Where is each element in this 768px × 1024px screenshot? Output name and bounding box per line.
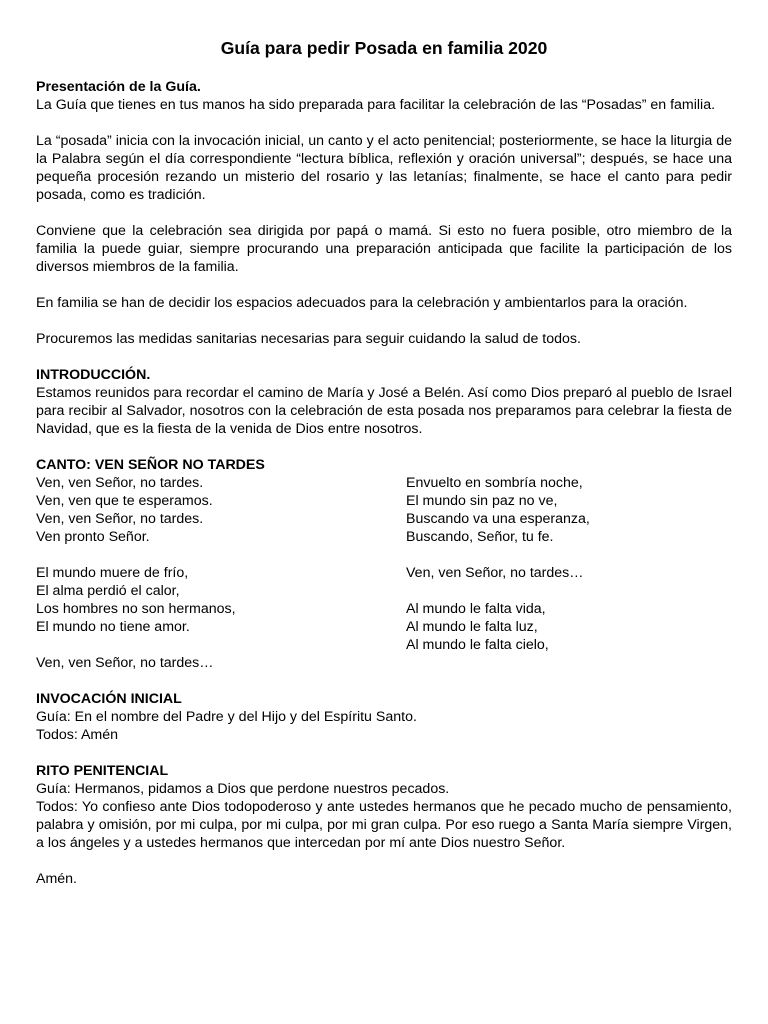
presentation-paragraph-2: La “posada” inicia con la invocación inicial, un canto y el acto penitencial; posteriormente, se hace la liturgia de la Palabra según el día correspondiente “lectura bíblica, reflexión y oración universal”; después, se hace una pequeña procesión rezando un misterio del rosario y las letanías; finalmente, se hace el canto para pedir posada, como es tradición. xyxy=(36,133,732,203)
presentation-paragraph-4: En familia se han de decidir los espacios adecuados para la celebración y ambientarlos para la oración. xyxy=(36,295,688,311)
song-heading: CANTO: VEN SEÑOR NO TARDES xyxy=(36,457,265,473)
song-line: Ven, ven Señor, no tardes… xyxy=(36,655,214,671)
presentation-paragraph-3: Conviene que la celebración sea dirigida por papá o mamá. Si esto no fuera posible, otro miembro de la familia la puede guiar, siempre procurando una preparación anticipada que facilite la participación de los diversos miembros de la familia. xyxy=(36,223,732,275)
song-line: El alma perdió el calor, xyxy=(36,583,180,599)
invocation-heading: INVOCACIÓN INICIAL xyxy=(36,691,182,707)
song-right-column xyxy=(406,474,732,672)
penitential-guide-line: Guía: Hermanos, pidamos a Dios que perdone nuestros pecados. xyxy=(36,781,450,797)
introduction-heading: INTRODUCCIÓN. xyxy=(36,367,151,383)
penitential-amen: Amén. xyxy=(36,871,78,887)
song-line: Envuelto en sombría noche, xyxy=(406,475,583,491)
invocation-guide-line: Guía: En el nombre del Padre y del Hijo y del Espíritu Santo. xyxy=(36,709,417,725)
invocation-all-line: Todos: Amén xyxy=(36,727,119,743)
song-line: El mundo muere de frío, xyxy=(36,565,189,581)
presentation-paragraph-5: Procuremos las medidas sanitarias necesarias para seguir cuidando la salud de todos. xyxy=(36,331,581,347)
penitential-heading: RITO PENITENCIAL xyxy=(36,763,169,779)
song-line xyxy=(406,582,732,600)
song-line: Ven, ven Señor, no tardes. xyxy=(36,511,204,527)
song-line: Al mundo le falta vida, xyxy=(406,601,546,617)
song-line xyxy=(36,636,406,654)
presentation-heading: Presentación de la Guía. xyxy=(36,79,201,95)
penitential-all-text: Todos: Yo confieso ante Dios todopoderoso y ante ustedes hermanos que he pecado mucho de pensamiento, palabra y omisión, por mi culpa, por mi culpa, por mi gran culpa. Por eso ruego a Santa María siempre Virgen, a los ángeles y a ustedes hermanos que intercedan por mí ante Dios nuestro Señor. xyxy=(36,799,732,851)
presentation-paragraph-1: La Guía que tienes en tus manos ha sido preparada para facilitar la celebración de las “Posadas” en familia. xyxy=(36,97,716,113)
song-line xyxy=(36,546,406,564)
song-line: Buscando va una esperanza, xyxy=(406,511,590,527)
song-left-column xyxy=(36,474,406,672)
song-line: Buscando, Señor, tu fe. xyxy=(406,529,554,545)
song-line: El mundo no tiene amor. xyxy=(36,619,190,635)
song-line: Ven pronto Señor. xyxy=(36,529,150,545)
song-line: Ven, ven Señor, no tardes… xyxy=(406,565,584,581)
song-line: El mundo sin paz no ve, xyxy=(406,493,558,509)
song-lyrics xyxy=(36,474,732,672)
page-title: Guía para pedir Posada en familia 2020 xyxy=(220,38,548,58)
introduction-text: Estamos reunidos para recordar el camino de María y José a Belén. Así como Dios preparó al pueblo de Israel para recibir al Salvador, nosotros con la celebración de esta posada nos preparamos para celebrar la fiesta de Navidad, que es la fiesta de la venida de Dios entre nosotros. xyxy=(36,385,732,437)
song-line: Ven, ven que te esperamos. xyxy=(36,493,213,509)
song-line: Ven, ven Señor, no tardes. xyxy=(36,475,204,491)
song-line: Al mundo le falta cielo, xyxy=(406,637,549,653)
song-line: Los hombres no son hermanos, xyxy=(36,601,236,617)
song-line: Al mundo le falta luz, xyxy=(406,619,538,635)
song-line xyxy=(406,546,732,564)
